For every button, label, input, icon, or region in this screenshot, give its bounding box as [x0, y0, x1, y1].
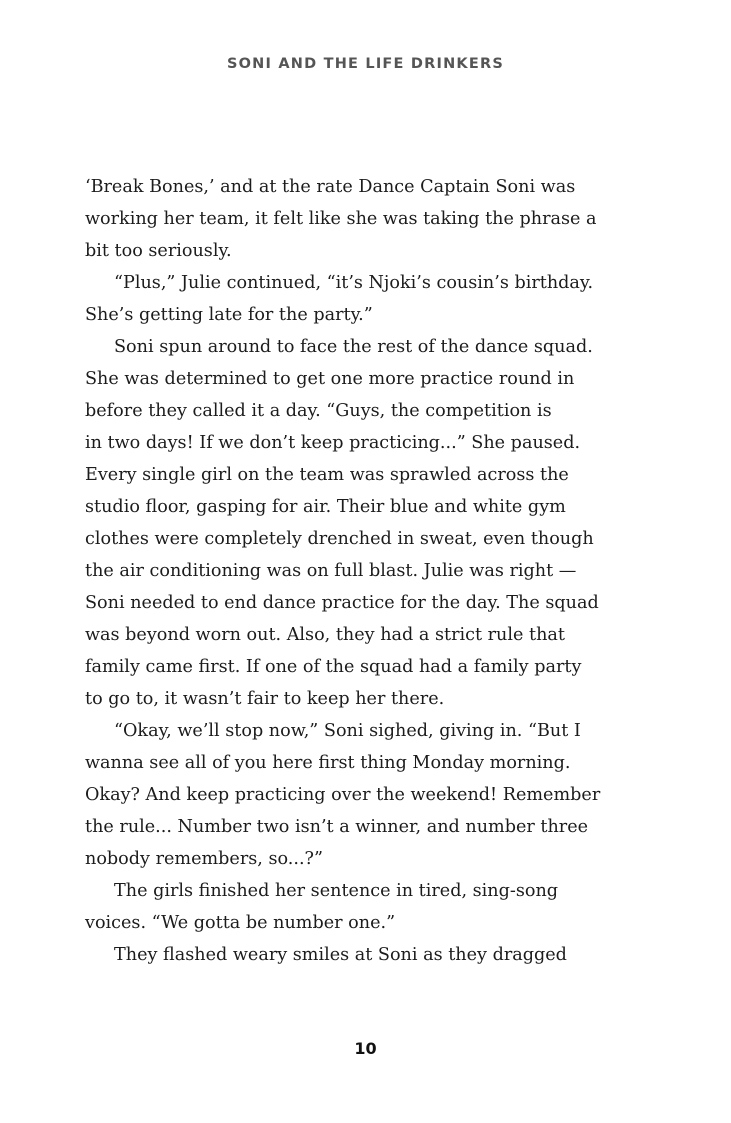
text-line: They flashed weary smiles at Soni as they dragged: [114, 945, 567, 965]
text-line: clothes were completely drenched in sweat, even though: [85, 529, 594, 549]
text-line: the air conditioning was on full blast. Julie was right —: [85, 561, 577, 581]
text-line: the rule... Number two isn’t a winner, and number three: [85, 817, 589, 837]
body-text: [85, 171, 633, 971]
text-line: “Okay, we’ll stop now,” Soni sighed, giving in. “But I: [114, 721, 581, 741]
text-line: nobody remembers, so...?”: [85, 849, 323, 869]
text-line: bit too seriously.: [85, 241, 232, 261]
text-line: Okay? And keep practicing over the weekend! Remember: [85, 785, 601, 805]
text-line: Soni spun around to face the rest of the dance squad.: [114, 337, 593, 357]
text-line: She was determined to get one more practice round in: [85, 369, 575, 389]
text-line: She’s getting late for the party.”: [85, 305, 373, 325]
text-line: “Plus,” Julie continued, “it’s Njoki’s cousin’s birthday.: [114, 273, 594, 293]
text-line: The girls finished her sentence in tired, sing-song: [114, 881, 559, 901]
running-head-title: SONI AND THE LIFE DRINKERS: [227, 56, 504, 72]
text-line: working her team, it felt like she was taking the phrase a: [85, 209, 597, 229]
text-line: before they called it a day. “Guys, the competition is: [85, 401, 552, 421]
page-number: 10: [354, 1039, 377, 1058]
text-line: studio floor, gasping for air. Their blue and white gym: [85, 497, 566, 517]
text-line: Soni needed to end dance practice for the day. The squad: [85, 593, 599, 613]
text-line: to go to, it wasn’t fair to keep her there.: [85, 689, 445, 709]
text-line: was beyond worn out. Also, they had a strict rule that: [85, 625, 565, 645]
text-line: Every single girl on the team was sprawled across the: [85, 465, 569, 485]
text-line: ‘Break Bones,’ and at the rate Dance Captain Soni was: [85, 177, 576, 197]
text-line: in two days! If we don’t keep practicing...” She paused.: [85, 433, 581, 453]
text-line: voices. “We gotta be number one.”: [85, 913, 396, 933]
text-line: family came first. If one of the squad had a family party: [85, 657, 582, 677]
text-line: wanna see all of you here first thing Monday morning.: [85, 753, 571, 773]
